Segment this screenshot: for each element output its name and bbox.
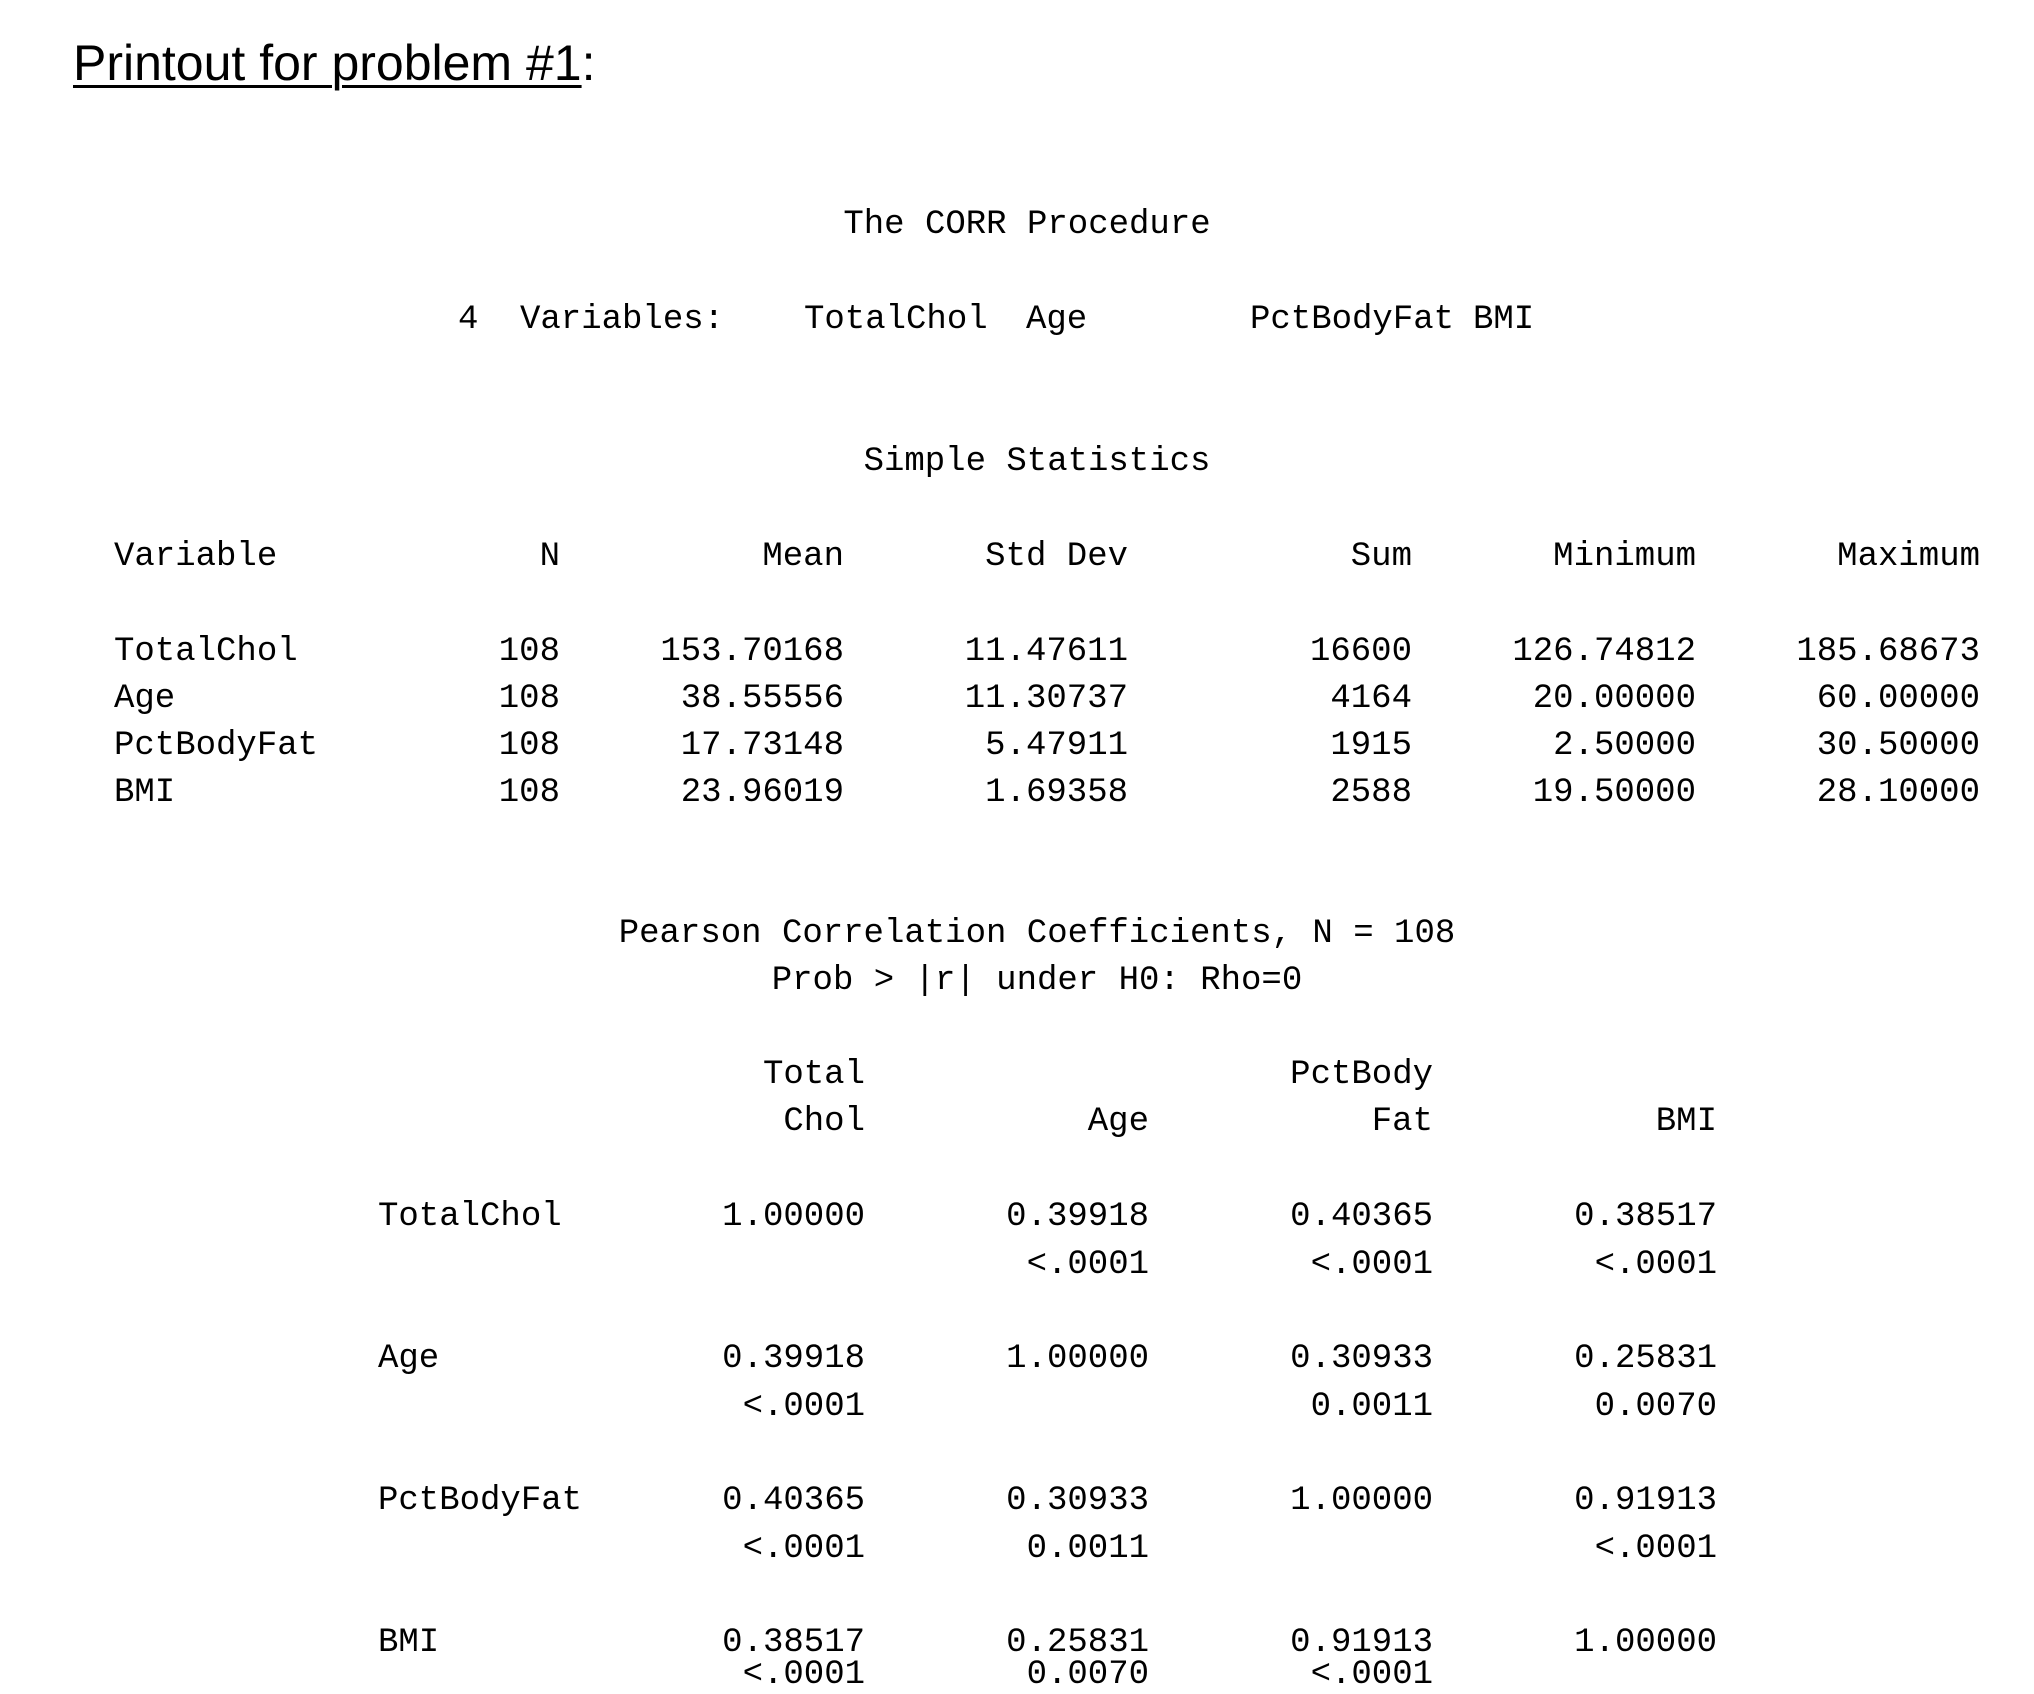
corr-p-cell: <.0001	[1310, 1656, 1433, 1694]
corr-r-cell: 0.25831	[1006, 1624, 1149, 1662]
corr-p-cell: <.0001	[742, 1388, 865, 1426]
corr-header-pctbodyfat-line1: PctBody	[1290, 1056, 1433, 1094]
stats-header-variable: Variable	[114, 538, 278, 576]
corr-r-cell: 0.39918	[722, 1340, 865, 1378]
variables-count: 4	[458, 301, 479, 339]
stats-mean-cell: 38.55556	[680, 680, 844, 718]
simple-statistics-title: Simple Statistics	[863, 443, 1211, 481]
page-title	[73, 35, 596, 91]
corr-p-cell: <.0001	[1026, 1246, 1149, 1284]
stats-sum-cell: 16600	[1309, 633, 1412, 671]
corr-header-age-line2: Age	[1087, 1103, 1149, 1141]
corr-p-cell: 0.0011	[1026, 1530, 1149, 1568]
stats-maximum-cell: 28.10000	[1816, 774, 1980, 812]
stats-minimum-cell: 2.50000	[1553, 727, 1696, 765]
corr-r-cell: 0.40365	[722, 1482, 865, 1520]
corr-p-cell: <.0001	[742, 1530, 865, 1568]
stats-mean-cell: 17.73148	[680, 727, 844, 765]
corr-r-cell: 0.25831	[1574, 1340, 1717, 1378]
variable-name-1: TotalChol	[804, 301, 988, 339]
stats-variable-cell: TotalChol	[114, 633, 298, 671]
stats-maximum-cell: 60.00000	[1816, 680, 1980, 718]
stats-std-dev-cell: 11.30737	[964, 680, 1128, 718]
corr-row-label: TotalChol	[378, 1198, 562, 1236]
correlation-title-line1: Pearson Correlation Coefficients, N = 108	[618, 915, 1456, 953]
corr-r-cell: 0.38517	[722, 1624, 865, 1662]
stats-header-n: N	[539, 538, 560, 576]
stats-header-sum: Sum	[1350, 538, 1412, 576]
stats-variable-cell: Age	[114, 680, 176, 718]
stats-n-cell: 108	[498, 680, 560, 718]
procedure-title: The CORR Procedure	[843, 206, 1211, 244]
stats-minimum-cell: 20.00000	[1532, 680, 1696, 718]
corr-header-totalchol-line1: Total	[762, 1056, 865, 1094]
corr-r-cell: 1.00000	[1006, 1340, 1149, 1378]
stats-std-dev-cell: 5.47911	[985, 727, 1128, 765]
stats-header-maximum: Maximum	[1837, 538, 1980, 576]
corr-r-cell: 0.39918	[1006, 1198, 1149, 1236]
corr-p-cell: <.0001	[742, 1656, 865, 1694]
corr-p-cell: 0.0070	[1594, 1388, 1717, 1426]
page-title-suffix: :	[581, 35, 596, 91]
stats-std-dev-cell: 11.47611	[964, 633, 1128, 671]
corr-r-cell: 0.91913	[1574, 1482, 1717, 1520]
corr-r-cell: 1.00000	[722, 1198, 865, 1236]
corr-r-cell: 0.30933	[1290, 1340, 1433, 1378]
stats-minimum-cell: 126.74812	[1512, 633, 1696, 671]
variable-name-4: BMI	[1473, 301, 1535, 339]
stats-std-dev-cell: 1.69358	[985, 774, 1128, 812]
corr-header-bmi-line2: BMI	[1655, 1103, 1717, 1141]
corr-header-pctbodyfat-line2: Fat	[1371, 1103, 1433, 1141]
variables-label: Variables:	[520, 301, 725, 339]
stats-variable-cell: BMI	[114, 774, 176, 812]
stats-sum-cell: 4164	[1330, 680, 1412, 718]
stats-variable-cell: PctBodyFat	[114, 727, 319, 765]
page-title-text: Printout for problem #1	[73, 35, 582, 91]
corr-row-label: PctBodyFat	[378, 1482, 583, 1520]
corr-row-label: Age	[378, 1340, 440, 1378]
corr-r-cell: 1.00000	[1290, 1482, 1433, 1520]
corr-row-label: BMI	[378, 1624, 440, 1662]
corr-p-cell: <.0001	[1594, 1530, 1717, 1568]
stats-header-minimum: Minimum	[1553, 538, 1696, 576]
stats-n-cell: 108	[498, 633, 560, 671]
corr-p-cell: 0.0011	[1310, 1388, 1433, 1426]
corr-header-totalchol-line2: Chol	[783, 1103, 865, 1141]
corr-r-cell: 0.91913	[1290, 1624, 1433, 1662]
corr-p-cell: <.0001	[1310, 1246, 1433, 1284]
stats-maximum-cell: 30.50000	[1816, 727, 1980, 765]
corr-r-cell: 0.30933	[1006, 1482, 1149, 1520]
correlation-title-line2: Prob > |r| under H0: Rho=0	[771, 962, 1303, 1000]
stats-header-std-dev: Std Dev	[985, 538, 1128, 576]
stats-n-cell: 108	[498, 727, 560, 765]
stats-sum-cell: 1915	[1330, 727, 1412, 765]
corr-r-cell: 1.00000	[1574, 1624, 1717, 1662]
stats-mean-cell: 23.96019	[680, 774, 844, 812]
stats-header-mean: Mean	[762, 538, 844, 576]
stats-minimum-cell: 19.50000	[1532, 774, 1696, 812]
stats-maximum-cell: 185.68673	[1796, 633, 1980, 671]
corr-r-cell: 0.40365	[1290, 1198, 1433, 1236]
corr-p-cell: <.0001	[1594, 1246, 1717, 1284]
corr-p-cell: 0.0070	[1026, 1656, 1149, 1694]
corr-r-cell: 0.38517	[1574, 1198, 1717, 1236]
variable-name-2: Age	[1026, 301, 1088, 339]
stats-n-cell: 108	[498, 774, 560, 812]
variable-name-3: PctBodyFat	[1250, 301, 1455, 339]
stats-sum-cell: 2588	[1330, 774, 1412, 812]
stats-mean-cell: 153.70168	[660, 633, 844, 671]
